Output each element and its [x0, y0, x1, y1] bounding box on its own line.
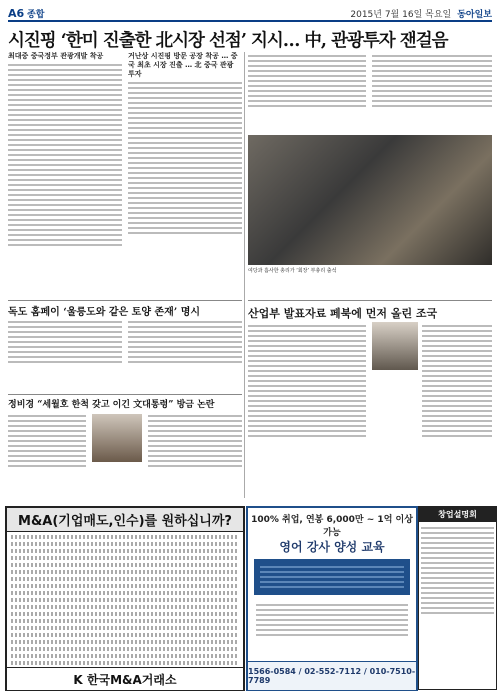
- subheadline-3: 정비경 “세월호 한척 갖고 이긴 文대통령” 방금 논란: [8, 400, 215, 410]
- column-divider: [244, 52, 245, 498]
- article4-column-2: [422, 322, 492, 498]
- ad2-highlight: [254, 559, 410, 595]
- ad-english-teacher: [246, 506, 418, 691]
- article-column-3: [248, 52, 366, 132]
- page-number: A6: [8, 7, 25, 20]
- article1-subhead: 거난상 시진핑 방문 공장 착공 … 중국 최초 시장 진출 … 北 중국 관광 투자: [128, 52, 238, 78]
- page-header: [8, 4, 492, 22]
- person-photo: [92, 414, 142, 462]
- divider: [248, 300, 492, 301]
- section-name: 종합: [27, 10, 45, 20]
- ad2-top: 100% 취업, 연봉 6,000만 ~ 1억 이상 가능: [251, 515, 413, 538]
- subheadline-4: 산업부 발표자료 페북에 먼저 올린 조국: [248, 307, 438, 320]
- ad2-phone: 1566-0584 / 02-552-7112 / 010-7510-7789: [248, 661, 416, 690]
- date-meta: 2015년 7월 16일 목요일: [350, 10, 452, 20]
- divider: [8, 394, 242, 395]
- article2-column-1: [8, 318, 122, 388]
- news-photo: [248, 135, 492, 265]
- article-column-2: [128, 52, 242, 282]
- article-column-4: [372, 52, 492, 132]
- ad-ma-exchange: [5, 506, 245, 691]
- ad2-list: [248, 599, 416, 641]
- subheadline-2: 독도 홈페이 ‘울릉도와 같은 토양 존재’ 명시: [8, 307, 201, 318]
- newspaper-name: 동아일보: [457, 10, 492, 20]
- divider: [8, 300, 242, 301]
- article1-byline: 최대중 중국정부 관광개발 착공: [8, 52, 104, 60]
- article3-column-1: [8, 412, 86, 498]
- ad1-title: M&A(기업매도,인수)를 원하십니까?: [7, 508, 243, 532]
- ad1-footer: K 한국M&A거래소: [7, 667, 243, 690]
- person-photo: [372, 322, 418, 370]
- article4-column-1: [248, 322, 366, 498]
- ad3-title: 창업설명회: [419, 507, 496, 522]
- article-column-1: [8, 52, 122, 282]
- ad2-title: 영어 강사 양성 교육: [279, 540, 385, 554]
- article2-column-2: [128, 318, 242, 388]
- main-headline: 시진핑 ‘한미 진출한 北시장 선점’ 지시… 中, 관광투자 잰걸음: [8, 31, 448, 51]
- article3-column-2: [148, 412, 242, 498]
- ad-startup-briefing: [418, 506, 497, 690]
- photo-caption: 여당과 흡사한 총리가 ‘회장’ 부총리 출석: [248, 268, 337, 274]
